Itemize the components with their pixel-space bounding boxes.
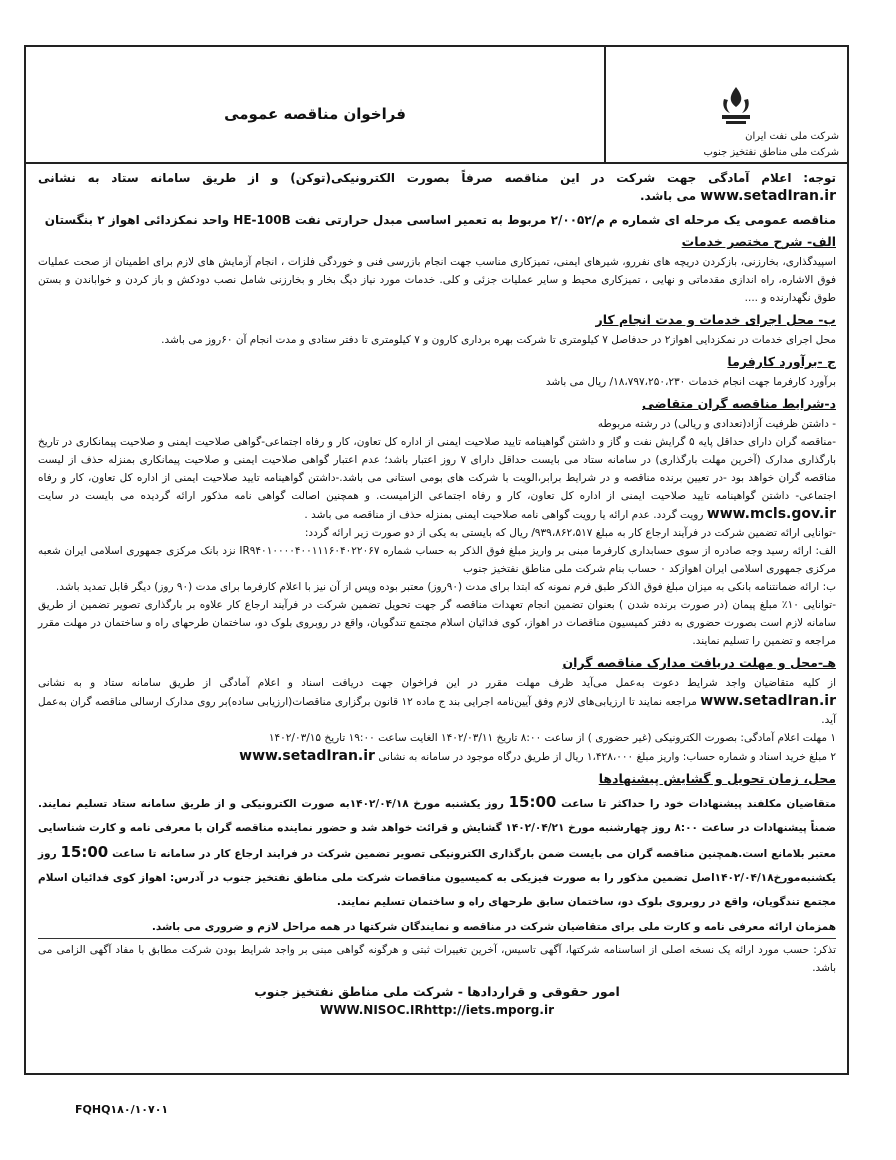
submission-time: 15:00 (508, 793, 557, 811)
nioc-logo-icon (716, 85, 756, 127)
section-f-heading: محل، زمان تحویل و گشایش پیشنهادها (598, 771, 836, 786)
website-link[interactable]: WWW.NISOC.IRhttp://iets.mporg.ir (319, 1003, 554, 1017)
section-a-heading: الف- شرح مختصر خدمات (681, 234, 836, 249)
guarantee-option-b: ب: ارائه ضمانتنامه بانکی به میزان مبلغ فوق الذکر طبق فرم نمونه که ابتدا برای مدت (۹۰روز) معتبر بوده وپس از آن نیز با اعلام کارفرما برای مدت (۹۰ روز) دیگر قابل تمدید باشد. (55, 581, 836, 593)
deadline-item-1: ۱ مهلت اعلام آمادگی: بصورت الکترونیکی (غیر حضوری ) از ساعت ۸:۰۰ تاریخ ۱۴۰۲/۰۳/۱۱ الغایت ساعت ۱۹:۰۰ تاریخ ۱۴۰۲/۰۳/۱۵ (268, 732, 836, 744)
tender-title (38, 211, 836, 229)
page-title: فراخوان مناقصه عمومی (224, 105, 406, 123)
notice-text: توجه: اعلام آمادگی جهت شرکت در این مناقصه صرفاً بصورت الکترونیکی(توکن) و از طریق سامانه ستاد به نشانی (38, 171, 836, 185)
closing-note-2: تذکر: حسب مورد ارائه یک نسخه اصلی از اساسنامه شرکتها، آگهی تاسیس، آخرین تغییرات ثبتی و هرگونه گواهی مبنی بر واجد شرایط بودن شرکت مطابق با مفاد آگهی الزامی می باشد. (38, 944, 836, 974)
performance-guarantee: -توانایی ۱۰٪ مبلغ پیمان (در صورت برنده شدن ) بعنوان تضمین انجام تعهدات مناقصه گر جهت تحویل تضمین شرکت در فرآیند ارجاع کار علاوه بر بارگذاری تصویر تضمین از طریق سامانه لازم است بصورت حضوری به دفتر کمیسیون مناقصات در اهواز، کوی فدائیان اسلام مجتمع تندگویان، واقع در روبروی بلوک دو، ساختمان طرحهای راه و ساختمان در مهلت مقرر مراجعه و تضمین را تسلیم نمایند. (38, 599, 836, 647)
guarantee-line: -توانایی ارائه تضمین شرکت در فرآیند ارجاع کار به مبلغ ۹۳۹،۸۶۲،۵۱۷/ ریال که بایستی به یکی از دو صورت زیر ارائه گردد: (304, 527, 836, 539)
section-e-text: از کلیه متقاضیان واجد شرایط دعوت به‌عمل می‌آید ظرف مهلت مقرر در این فراخوان جهت دریافت اسناد و اعلام آمادگی از طریق سامانه ستاد و به نشانی (38, 677, 836, 689)
section-f-text-2: روز یکشنبه مورخ ۱۴۰۲/۰۴/۱۸به صورت الکترونیکی و از طریق سامانه ستاد تسلیم نمایند. ضمناً پیشنهادات در ساعت ۸:۰۰ روز چهارشنبه مورخ ۱۴۰۲/۰۴/۲۱ گشایش و قرائت خواهد شد و حضور نماینده مناقصه گران با معرفی نامه و کارت شناسایی معتبر بلامانع است.همچنین مناقصه گران می بایست ضمن بارگذاری الکترونیکی تصویر تضمین شرکت در فرایند ارجاع کار در سامانه تا ساعت (38, 798, 836, 860)
section-f-text-3: روز یکشنبه‌مورخ۱۴۰۲/۰۴/۱۸اصل تضمین مذکور را به صورت فیزیکی به کمیسیون مناقصات شرکت ملی مناطق نفتخیز جنوب در آدرس: اهواز کوی فدائیان اسلام مجتمع تندگویان، واقع در روبروی بلوک دو، ساختمان سابق طرحهای راه و ساختمان تسلیم نمایند. (38, 848, 836, 908)
notice-line (38, 169, 836, 205)
section-e-body (38, 674, 836, 729)
section-d-line1: - داشتن ظرفیت آزاد(تعدادی و ریالی) در رشته مربوطه (597, 418, 836, 430)
guarantee-time: 15:00 (60, 843, 109, 861)
section-c-heading: ج -برآورد کارفرما (727, 354, 836, 369)
section-d-para1 (38, 433, 836, 524)
signature: امور حقوقی و قراردادها - شرکت ملی مناطق نفتخیز جنوب (254, 984, 620, 999)
header-rule (26, 162, 847, 164)
tender-title-text: مناقصه عمومی یک مرحله ای شماره م م/۲/۰۰۵۲ مربوط به تعمیر اساسی مبدل حرارتی نفت (294, 213, 836, 227)
section-c-body: برآورد کارفرما جهت انجام خدمات ۱۸،۷۹۷،۲۵۰،۲۳۰/ ریال می باشد (545, 376, 836, 388)
equipment-code: HE-100B (233, 213, 291, 227)
section-d-para1-text: -مناقصه گران دارای حداقل پایه ۵ گرایش نفت و گاز و داشتن گواهینامه تایید صلاحیت ایمنی از اداره کل تعاون، کار و رفاه اجتماعی-گواهی صلاحیت ایمنی و صلاحیت پیمانکاری در تاریخ بارگذاری مدارک (آخرین مهلت بارگذاری) در سامانه ستاد می بایست حداقل دارای ۷ روز اعتبار باشد؛ عدم اعتبار گواهی صلاحیت ایمنی و صلاحیت پیمانکاری بمنزله حذف از لیست مناقصه گران خواهد بود -در تعیین برنده مناقصه و در شرایط برابر،الویت با شرکت های بومی استانی می باشد.-داشتن گواهینامه تایید صلاحیت ایمنی از اداره کل تعاون، کار و رفاه اجتماعی- داشتن گواهینامه تایید صلاحیت ایمنی از اداره کل تعاون، کار و رفاه اجتماعی الزامیست. و همچنین اصالت گواهی نامه مذکور ارائه گردیده می بایست در سایت (38, 436, 836, 502)
header (26, 47, 847, 162)
form-code: FQHQ۱۸۰/۱۰۷۰۱ (75, 1103, 169, 1116)
section-f-body (38, 790, 836, 914)
divider (38, 938, 836, 939)
section-e-heading: هـ-محل و مهلت دریافت مدارک مناقصه گران (562, 655, 836, 670)
notice-text-end: می باشد. (639, 189, 697, 203)
setad-link-2[interactable]: www.setadIran.ir (700, 693, 837, 709)
company-line-1: شرکت ملی نفت ایران (745, 131, 839, 142)
section-a-body: اسپیدگذاری، بخارزنی، بازکردن دریچه های نفررو، شیرهای ایمنی، تمیزکاری مناسب جهت انجام بازرسی فنی و خوردگی فلزات ، انجام آزمایش های لازم برای اطمینان از صحت عملیات فوق الاشاره، راه اندازی مقدماتی و نهایی ، تمیزکاری محیط و سایر عملیات جزئی و کلی. خدمات مورد نیاز دیگ بخار و بخارزنی شامل نصب دودکش و باز کردن و خواباندن و بستن طوق نگهدارنده و .... (38, 256, 836, 304)
section-d-para1-end: رویت گردد. عدم ارائه یا رویت گواهی نامه صلاحیت ایمنی بمنزله حذف از مناقصه می باشد . (304, 509, 704, 521)
section-b-heading: ب- محل اجرای خدمات و مدت انجام کار (595, 312, 836, 327)
guarantee-option-a: الف: ارائه رسید وجه صادره از سوی حسابداری کارفرما مبنی بر واریز مبلغ فوق الذکر به حساب شماره IR۹۴۰۱۰۰۰۰۴۰۰۱۱۱۶۰۴۰۲۲۰۶۷ نزد بانک مرکزی جمهوری اسلامی ایران شعبه مرکزی جمهوری اسلامی ایران اهوازکد ۰ حساب بنام شرکت ملی مناطق نفتخیز جنوب (38, 545, 836, 575)
tender-title-end: واحد نمکزدائی اهواز ۲ بنگستان (44, 213, 230, 227)
header-divider (604, 47, 606, 162)
closing-note-1: همزمان ارائه معرفی نامه و کارت ملی برای متقاضیان شرکت در مناقصه و نمایندگان شرکتها در همه مراحل لازم و ضروری می باشد. (151, 921, 836, 933)
notice-body (38, 169, 836, 1019)
mcls-link[interactable]: www.mcls.gov.ir (706, 506, 836, 522)
setad-link[interactable]: www.setadIran.ir (700, 188, 836, 204)
section-e-text-end: مراجعه نمایند تا ارزیابی‌های لازم وفق آیین‌نامه اجرایی بند ج ماده ۱۲ قانون برگزاری مناقصات(ارزیابی ساده)بر روی مدارک ارسالی مناقصه گران به‌عمل آید. (38, 696, 836, 726)
deadline-item-2 (38, 747, 836, 766)
section-d-heading: د-شرایط مناقصه گران متقاضی (642, 396, 836, 411)
company-name (609, 129, 839, 161)
notice-frame (24, 45, 849, 1075)
section-b-body: محل اجرای خدمات در نمکزدایی اهواز۲ در حدفاصل ۷ کیلومتری تا شرکت بهره برداری کارون و ۷ کیلومتری تا دفتر ستادی و مدت انجام آن ۶۰روز می باشد. (161, 334, 836, 346)
deadline-item-2-text: ۲ مبلغ خرید اسناد و شماره حساب: واریز مبلغ ۱،۴۲۸،۰۰۰ ریال از طریق درگاه موجود در سامانه به نشانی (378, 751, 836, 763)
company-line-2: شرکت ملی مناطق نفتخیز جنوب (703, 147, 839, 158)
setad-link-3[interactable]: www.setadIran.ir (239, 748, 375, 764)
section-f-text-1: متقاضیان مکلفند پیشنهادات خود را حداکثر تا ساعت (561, 798, 837, 810)
